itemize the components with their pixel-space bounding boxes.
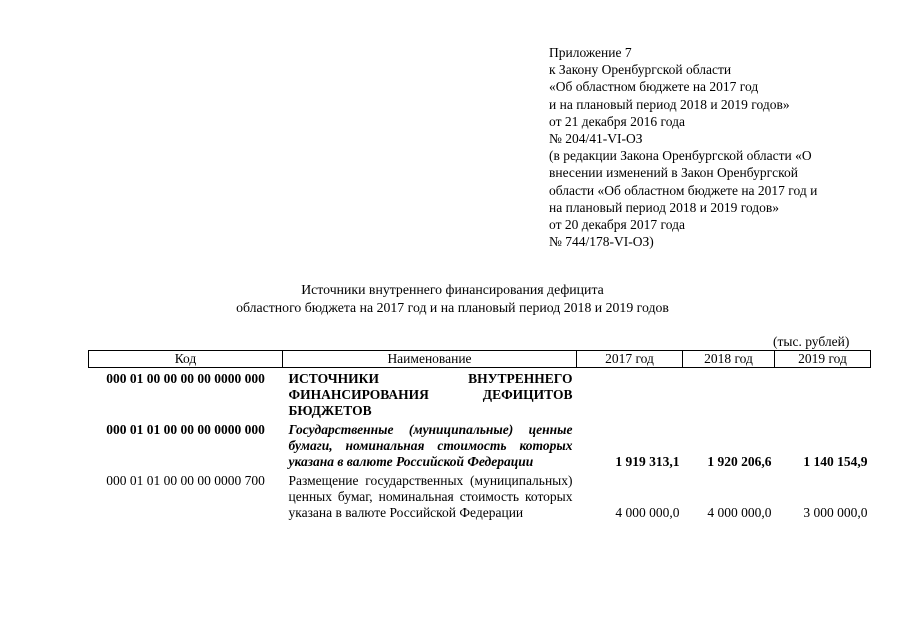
row-value-2017 xyxy=(577,368,683,420)
header-2017: 2017 год xyxy=(577,351,683,368)
row-code: 000 01 01 00 00 00 0000 700 xyxy=(106,473,265,488)
row-name: ИСТОЧНИКИ ВНУТРЕННЕГО ФИНАНСИРОВАНИЯ ДЕФИЦИТОВ БЮДЖЕТОВ xyxy=(288,371,573,418)
title-line-2: областного бюджета на 2017 год и на плановый период 2018 и 2019 годов xyxy=(236,300,669,315)
financing-table xyxy=(88,350,871,521)
appendix-line: № 744/178-VI-ОЗ) xyxy=(549,234,654,250)
appendix-line: «Об областном бюджете на 2017 год xyxy=(549,79,759,95)
row-code: 000 01 01 00 00 00 0000 000 xyxy=(106,422,265,437)
row-name: Государственные (муниципальные) ценные бумаги, номинальная стоимость которых указана в валюте Российской Федерации xyxy=(288,422,573,469)
table-row xyxy=(89,470,871,521)
appendix-line: Приложение 7 xyxy=(549,45,632,60)
row-value-2017: 4 000 000,0 xyxy=(615,505,680,520)
appendix-line: области «Об областном бюджете на 2017 год и xyxy=(549,182,818,198)
header-2019: 2019 год xyxy=(775,351,871,368)
table-row xyxy=(89,368,871,420)
document-title xyxy=(0,281,905,317)
row-value-2019: 1 140 154,9 xyxy=(803,454,868,469)
row-code: 000 01 00 00 00 00 0000 000 xyxy=(106,371,265,386)
units-label: (тыс. рублей) xyxy=(773,334,850,349)
table-row xyxy=(89,419,871,470)
header-name: Наименование xyxy=(283,351,577,368)
row-name: Размещение государственных (муниципальных) ценных бумаг, номинальная стоимость которых указана в валюте Российской Федерации xyxy=(288,473,573,520)
appendix-line: от 21 декабря 2016 года xyxy=(549,113,685,129)
appendix-line: внесении изменений в Закон Оренбургской xyxy=(549,165,798,181)
row-value-2017: 1 919 313,1 xyxy=(615,454,680,469)
appendix-line: и на плановый период 2018 и 2019 годов» xyxy=(549,96,790,112)
appendix-line: (в редакции Закона Оренбургской области «О xyxy=(549,148,812,164)
appendix-line: № 204/41-VI-ОЗ xyxy=(549,131,643,147)
header-2018: 2018 год xyxy=(683,351,775,368)
header-code: Код xyxy=(89,351,283,368)
title-line-1: Источники внутреннего финансирования дефицита xyxy=(301,282,604,297)
row-value-2019: 3 000 000,0 xyxy=(803,505,868,520)
appendix-line: на плановый период 2018 и 2019 годов» xyxy=(549,199,780,215)
appendix-line: к Закону Оренбургской области xyxy=(549,62,732,78)
row-value-2018: 1 920 206,6 xyxy=(707,454,772,469)
appendix-header xyxy=(549,44,879,250)
row-value-2018: 4 000 000,0 xyxy=(707,505,772,520)
row-value-2018 xyxy=(683,368,775,420)
table-header-row xyxy=(89,351,871,368)
row-value-2019 xyxy=(775,368,871,420)
appendix-line: от 20 декабря 2017 года xyxy=(549,217,685,233)
